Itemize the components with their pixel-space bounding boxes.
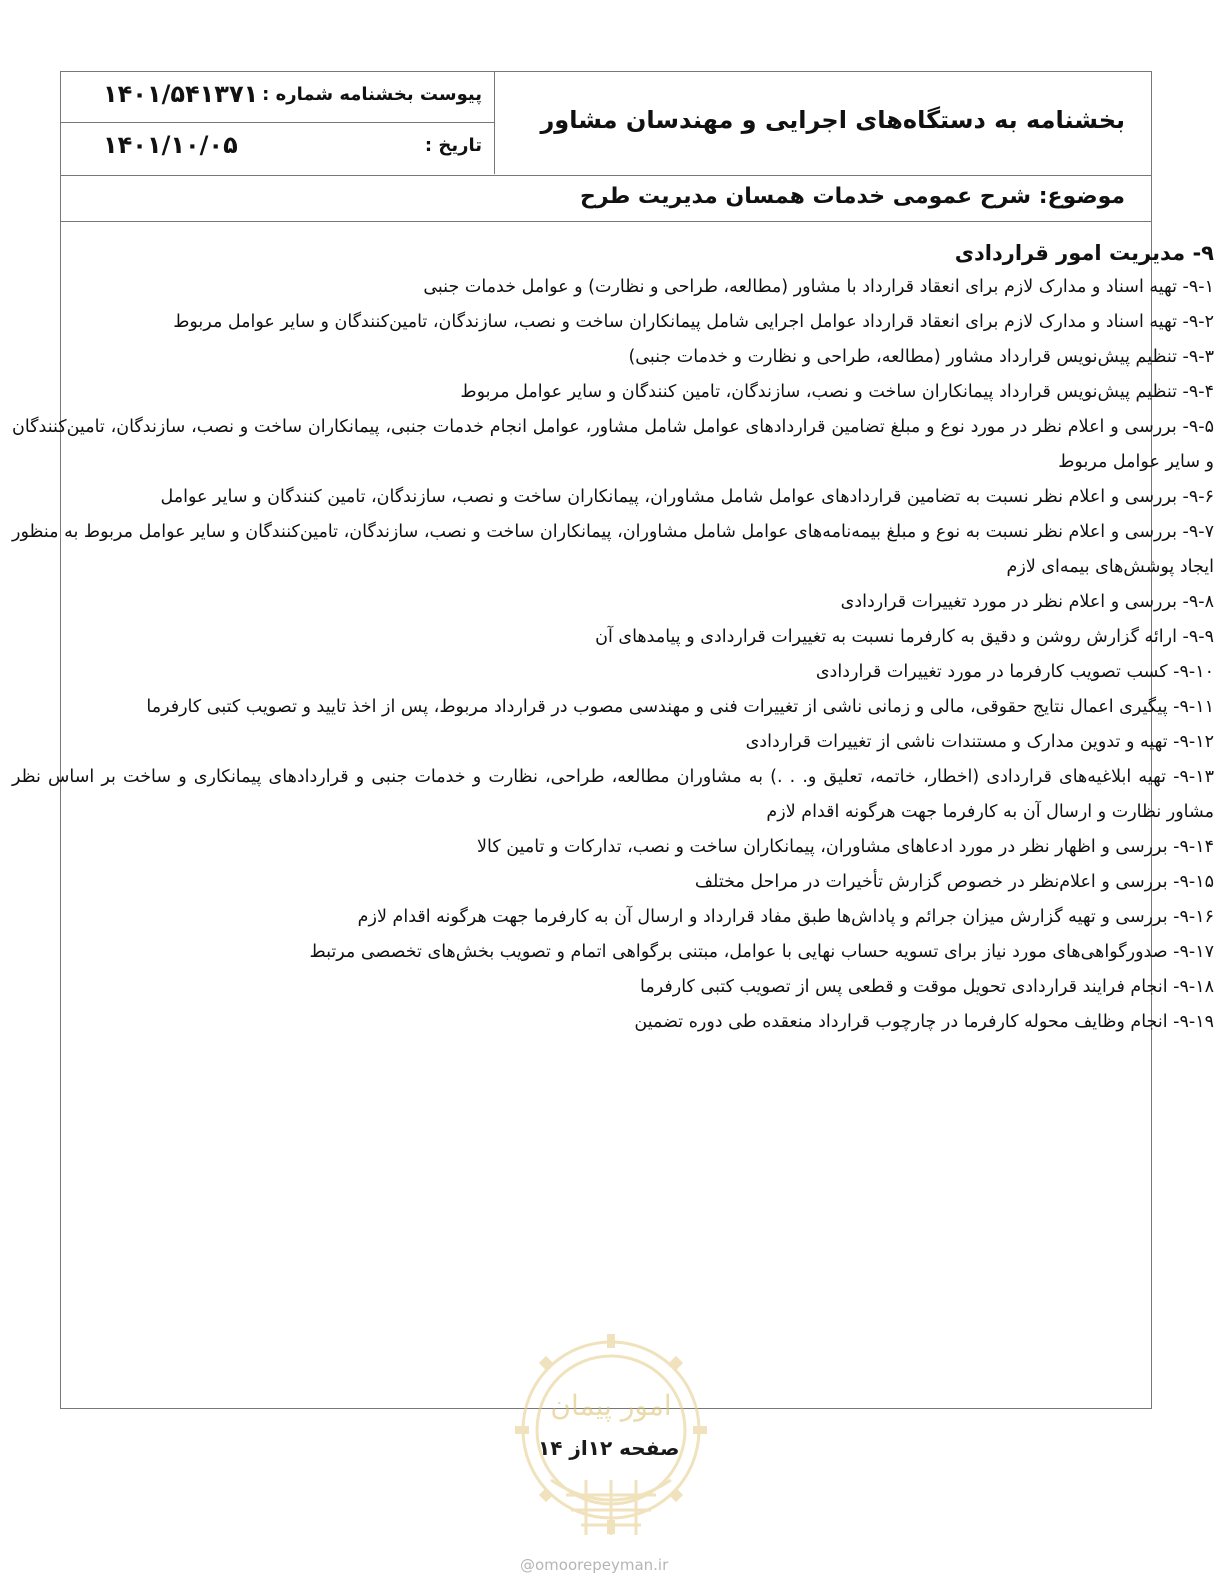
subject-row — [61, 176, 1151, 222]
list-item — [12, 480, 1214, 515]
list-item — [12, 970, 1214, 1005]
item-number: ۹-۱۳- — [1173, 767, 1214, 787]
item-text: تنظیم پیش‌نویس قرارداد مشاور (مطالعه، طراحی و نظارت و خدمات جنبی) — [628, 347, 1183, 367]
item-text: تهیه اسناد و مدارک لازم برای انعقاد قرارداد با مشاور (مطالعه، طراحی و نظارت) و عوامل خدمات جنبی — [423, 277, 1183, 297]
item-text: پیگیری اعمال نتایج حقوقی، مالی و زمانی ناشی از تغییرات فنی و مهندسی مصوب در قرارداد مربوط، پس از اخذ تایید و تصویب کتبی کارفرما — [146, 697, 1174, 717]
attachment-number: ۱۴۰۱/۵۴۱۳۷۱ — [103, 80, 259, 108]
watermark-text: امور پیمان — [550, 1389, 672, 1422]
header-row — [61, 72, 1151, 176]
list-item — [12, 340, 1214, 375]
circular-title: بخشنامه به دستگاه‌های اجرایی و مهندسان مشاور — [540, 106, 1125, 134]
list-item — [12, 830, 1214, 865]
list-item — [12, 620, 1214, 655]
date-label: تاریخ : — [424, 135, 482, 156]
list-item — [12, 585, 1214, 620]
item-number: ۹-۱۵- — [1173, 872, 1214, 892]
document-body — [12, 233, 1214, 1040]
item-number: ۹-۴- — [1182, 382, 1214, 402]
item-text: بررسی و اظهار نظر در مورد ادعاهای مشاوران، پیمانکاران ساخت و نصب، تدارکات و تامین کالا — [477, 837, 1174, 857]
list-item — [12, 935, 1214, 970]
list-item — [12, 725, 1214, 760]
item-text: بررسی و اعلام نظر در مورد نوع و مبلغ تضامین قراردادهای عوامل شامل مشاور، عوامل انجام خدمات جنبی، پیمانکاران ساخت و نصب، سازندگان، تامین‌کنندگان و سایر عوامل مربوط — [12, 417, 1214, 472]
item-number: ۹-۱۰- — [1173, 662, 1214, 682]
item-text: بررسی و اعلام‌نظر در خصوص گزارش تأخیرات در مراحل مختلف — [694, 872, 1174, 892]
item-text: کسب تصویب کارفرما در مورد تغییرات قراردادی — [815, 662, 1174, 682]
item-number: ۹-۱- — [1182, 277, 1214, 297]
list-item — [12, 375, 1214, 410]
omoore-peyman-seal-icon — [511, 1330, 711, 1538]
page-number: صفحه ۱۲از ۱۴ — [538, 1436, 680, 1460]
list-item — [12, 865, 1214, 900]
website-watermark: @omoorepeyman.ir — [520, 1556, 669, 1574]
item-number: ۹-۳- — [1182, 347, 1214, 367]
item-number: ۹-۸- — [1182, 592, 1214, 612]
list-item — [12, 690, 1214, 725]
item-number: ۹-۲- — [1182, 312, 1214, 332]
item-text: انجام فرایند قراردادی تحویل موقت و قطعی پس از تصویب کتبی کارفرما — [640, 977, 1174, 997]
item-text: بررسی و اعلام نظر نسبت به تضامین قراردادهای عوامل شامل مشاوران، پیمانکاران ساخت و نصب، سازندگان، تامین کنندگان و سایر عوامل — [160, 487, 1183, 507]
list-item — [12, 270, 1214, 305]
item-number: ۹-۱۷- — [1173, 942, 1214, 962]
item-number: ۹-۱۶- — [1173, 907, 1214, 927]
item-number: ۹-۱۱- — [1173, 697, 1214, 717]
item-number: ۹-۱۴- — [1173, 837, 1214, 857]
item-text: ارائه گزارش روشن و دقیق به کارفرما نسبت به تغییرات قراردادی و پیامدهای آن — [595, 627, 1183, 647]
item-number: ۹-۶- — [1182, 487, 1214, 507]
date-cell — [61, 123, 494, 174]
item-number: ۹-۹- — [1182, 627, 1214, 647]
item-number: ۹-۷- — [1182, 522, 1214, 542]
item-number: ۹-۱۲- — [1173, 732, 1214, 752]
item-text: بررسی و اعلام نظر نسبت به نوع و مبلغ بیمه‌نامه‌های عوامل شامل مشاوران، پیمانکاران ساخت و نصب، سازندگان، تامین‌کنندگان و سایر عوامل مربوط به منظور ایجاد پوشش‌های بیمه‌ای لازم — [12, 522, 1214, 577]
item-number: ۹-۱۹- — [1173, 1012, 1214, 1032]
list-item — [12, 655, 1214, 690]
item-text: صدورگواهی‌های مورد نیاز برای تسویه حساب نهایی با عوامل، مبتنی برگواهی اتمام و تصویب بخش‌های تخصصی مرتبط — [309, 942, 1174, 962]
item-text: تنظیم پیش‌نویس قرارداد پیمانکاران ساخت و نصب، سازندگان، تامین کنندگان و سایر عوامل مربوط — [460, 382, 1183, 402]
item-list — [12, 270, 1214, 1040]
list-item — [12, 1005, 1214, 1040]
reference-box — [61, 72, 495, 174]
item-number: ۹-۵- — [1182, 417, 1214, 437]
list-item — [12, 900, 1214, 935]
list-item — [12, 305, 1214, 340]
item-text: تهیه و تدوین مدارک و مستندات ناشی از تغییرات قراردادی — [745, 732, 1174, 752]
subject-line: موضوع: شرح عمومی خدمات همسان مدیریت طرح — [580, 184, 1125, 209]
item-text: تهیه ابلاغیه‌های قراردادی (اخطار، خاتمه، تعلیق و. . .) به مشاوران مطالعه، طراحی، نظارت و خدمات جنبی و قراردادهای پیمانکاری و ساخت بر اساس نظر مشاور نظارت و ارسال آن به کارفرما جهت هرگونه اقدام لازم — [12, 767, 1214, 822]
item-number: ۹-۱۸- — [1173, 977, 1214, 997]
list-item — [12, 760, 1214, 830]
item-text: انجام وظایف محوله کارفرما در چارچوب قرارداد منعقده طی دوره تضمین — [634, 1012, 1174, 1032]
item-text: تهیه اسناد و مدارک لازم برای انعقاد قرارداد عوامل اجرایی شامل پیمانکاران ساخت و نصب، سازندگان، تامین‌کنندگان و سایر عوامل مربوط — [173, 312, 1183, 332]
list-item — [12, 515, 1214, 585]
attachment-cell — [61, 72, 494, 123]
item-text: بررسی و اعلام نظر در مورد تغییرات قراردادی — [840, 592, 1183, 612]
date-value: ۱۴۰۱/۱۰/۰۵ — [103, 131, 238, 159]
list-item — [12, 410, 1214, 480]
section-heading: ۹- مدیریت امور قراردادی — [954, 241, 1214, 265]
item-text: بررسی و تهیه گزارش میزان جرائم و پاداش‌ها طبق مفاد قرارداد و ارسال آن به کارفرما جهت هرگونه اقدام لازم — [357, 907, 1174, 927]
attachment-label: پیوست بخشنامه شماره : — [262, 84, 482, 105]
